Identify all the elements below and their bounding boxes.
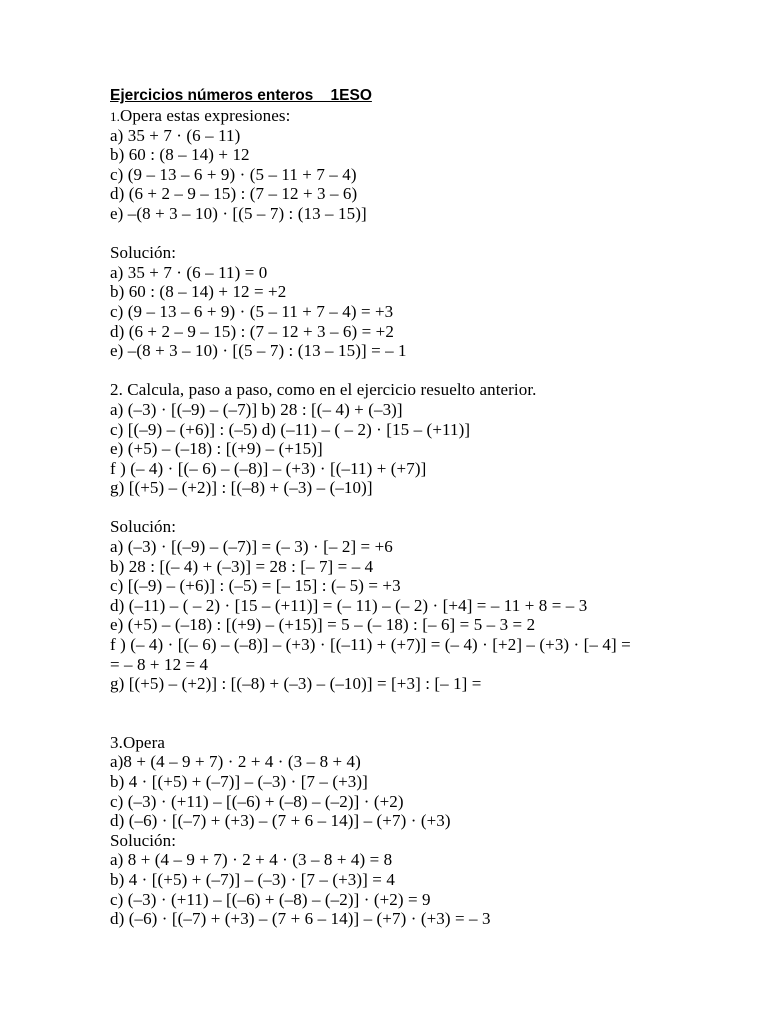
exercise-2-solution: d) (–11) – ( – 2) · [15 – (+11)] = (– 11) – (– 2) · [+4] = – 11 + 8 = – 3 [110, 595, 588, 615]
exercise-2-solution: g) [(+5) – (+2)] : [(–8) + (–3) – (–10)] = [+3] : [– 1] = [110, 674, 482, 694]
exercise-2-solution: a) (–3) · [(–9) – (–7)] = (– 3) · [– 2] = +6 [110, 537, 393, 557]
exercise-2-item: g) [(+5) – (+2)] : [(–8) + (–3) – (–10)] [110, 478, 373, 498]
exercise-2-item: a) (–3) · [(–9) – (–7)] b) 28 : [(– 4) + (–3)] [110, 399, 403, 419]
spacer [110, 361, 750, 381]
spacer [110, 694, 750, 733]
exercise-3-solution: c) (–3) · (+11) – [(–6) + (–8) – (–2)] · (+2) = 9 [110, 889, 431, 909]
exercise-1-solution: b) 60 : (8 – 14) + 12 = +2 [110, 282, 287, 302]
exercise-2-item: c) [(–9) – (+6)] : (–5) d) (–11) – ( – 2) · [15 – (+11)] [110, 419, 471, 439]
exercise-1-item: b) 60 : (8 – 14) + 12 [110, 145, 250, 165]
exercise-1-item: a) 35 + 7 · (6 – 11) [110, 125, 241, 145]
exercise-3-title: 3.Opera [110, 732, 165, 752]
exercise-3-solution-label: Solución: [110, 830, 177, 850]
exercise-1-item: d) (6 + 2 – 9 – 15) : (7 – 12 + 3 – 6) [110, 184, 358, 204]
exercise-2-solution: b) 28 : [(– 4) + (–3)] = 28 : [– 7] = – 4 [110, 556, 374, 576]
exercise-3-item: a)8 + (4 – 9 + 7) · 2 + 4 · (3 – 8 + 4) [110, 752, 361, 772]
exercise-1-title [110, 106, 750, 126]
exercise-3-solution: b) 4 · [(+5) + (–7)] – (–3) · [7 – (+3)] = 4 [110, 869, 395, 889]
spacer [110, 224, 750, 244]
exercise-2-solution-label: Solución: [110, 517, 177, 537]
exercise-3-item: d) (–6) · [(–7) + (+3) – (7 + 6 – 14)] – (+7) · (+3) [110, 811, 451, 831]
exercise-3-solution: d) (–6) · [(–7) + (+3) – (7 + 6 – 14)] – (+7) · (+3) = – 3 [110, 909, 491, 929]
exercise-2-item: f ) (– 4) · [(– 6) – (–8)] – (+3) · [(–11) + (+7)] [110, 458, 427, 478]
exercise-1-item: e) –(8 + 3 – 10) · [(5 – 7) : (13 – 15)] [110, 203, 367, 223]
exercise-1-solution: e) –(8 + 3 – 10) · [(5 – 7) : (13 – 15)] = – 1 [110, 341, 407, 361]
exercise-2-title: 2. Calcula, paso a paso, como en el ejercicio resuelto anterior. [110, 380, 537, 400]
exercise-1-solution: a) 35 + 7 · (6 – 11) = 0 [110, 262, 268, 282]
exercise-2-item: e) (+5) – (–18) : [(+9) – (+15)] [110, 439, 323, 459]
exercise-2-solution: f ) (– 4) · [(– 6) – (–8)] – (+3) · [(–11) + (+7)] = (– 4) · [+2] – (+3) · [– 4] = [110, 635, 631, 655]
exercise-1-item: c) (9 – 13 – 6 + 9) · (5 – 11 + 7 – 4) [110, 164, 357, 184]
document-title: Ejercicios números enteros 1ESO [110, 87, 372, 104]
exercise-3-item: b) 4 · [(+5) + (–7)] – (–3) · [7 – (+3)] [110, 772, 368, 791]
exercise-1-solution-label: Solución: [110, 243, 177, 263]
exercise-3-item: c) (–3) · (+11) – [(–6) + (–8) – (–2)] · (+2) [110, 791, 404, 811]
exercise-2-solution: c) [(–9) – (+6)] : (–5) = [– 15] : (– 5) = +3 [110, 576, 401, 596]
exercise-2-solution: = – 8 + 12 = 4 [110, 654, 209, 674]
exercise-1-title-text: Opera estas expresiones: [119, 106, 291, 125]
exercise-2-solution: e) (+5) – (–18) : [(+9) – (+15)] = 5 – (– 18) : [– 6] = 5 – 3 = 2 [110, 615, 536, 635]
exercise-3-solution: a) 8 + (4 – 9 + 7) · 2 + 4 · (3 – 8 + 4) = 8 [110, 850, 393, 870]
document-page [110, 86, 750, 929]
exercise-1-solution: d) (6 + 2 – 9 – 15) : (7 – 12 + 3 – 6) = +2 [110, 321, 394, 341]
exercise-1-number: 1. [110, 109, 120, 124]
exercise-1-solution: c) (9 – 13 – 6 + 9) · (5 – 11 + 7 – 4) = +3 [110, 301, 394, 321]
spacer [110, 498, 750, 518]
